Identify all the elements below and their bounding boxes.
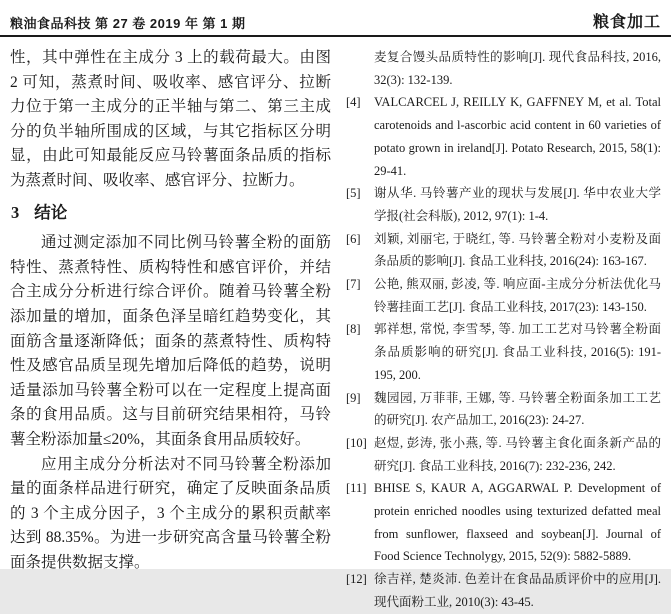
references-column: [346, 46, 661, 614]
reference-marker: [9]: [346, 390, 361, 405]
body-paragraph: 应用主成分分析法对不同马铃薯全粉添加量的面条样品进行研究，确定了反映面条品质的 3 个主成分因子，3 个主成分的累积贡献率达到 88.35%。为进一步研究高含量马铃薯全粉面条提供数据支撑。: [10, 455, 331, 571]
reference-text: BHISE S, KAUR A, AGGARWAL P. Development of protein enriched noodles using texturized defatted meal from sunflower, flaxseed and soybean[J]. Journal of Food Science Technolygy, 2015, 52(9): 5882-5889.: [374, 481, 661, 564]
reference-marker: [7]: [346, 277, 361, 292]
reference-marker: [12]: [346, 572, 367, 587]
reference-item: [346, 228, 661, 273]
reference-text: 魏园园, 万菲菲, 王娜, 等. 马铃薯全粉面条加工工艺的研究[J]. 农产品加工, 2016(23): 24-27.: [374, 390, 661, 428]
reference-text: VALCARCEL J, REILLY K, GAFFNEY M, et al. Total carotenoids and l-ascorbic acid content in 60 varieties of potato grown in ireland[J]. Potato Research, 2015, 58(1): 29-41.: [374, 95, 661, 178]
reference-text: 谢从华. 马铃薯产业的现状与发展[J]. 华中农业大学学报(社会科版), 2012, 97(1): 1-4.: [374, 186, 661, 223]
reference-text: 公艳, 熊双丽, 彭凌, 等. 响应面-主成分分析法优化马铃薯挂面工艺[J]. 食品工业科技, 2017(23): 143-150.: [374, 277, 661, 314]
reference-item: [346, 477, 661, 568]
reference-item: [346, 432, 661, 477]
reference-item: [346, 273, 661, 318]
reference-text: 徐吉祥, 楚炎沛. 色差计在食品品质评价中的应用[J]. 现代面粉工业, 2010(3): 43-45.: [374, 572, 661, 609]
section-number: 3: [11, 202, 20, 222]
reference-marker: [4]: [346, 95, 361, 110]
reference-item: [346, 568, 661, 613]
reference-text: 刘颖, 刘丽宅, 于晓红, 等. 马铃薯全粉对小麦粉及面条品质的影响[J]. 食品工业科技, 2016(24): 163-167.: [374, 231, 661, 269]
reference-marker: [5]: [346, 186, 361, 201]
reference-continuation: 麦复合馒头品质特性的影响[J]. 现代食品科技, 2016, 32(3): 132-139.: [374, 50, 661, 87]
reference-marker: [8]: [346, 322, 361, 337]
reference-text: 赵煜, 彭涛, 张小燕, 等. 马铃薯主食化面条新产品的研究[J]. 食品工业科技, 2016(7): 232-236, 242.: [374, 435, 661, 473]
body-paragraph-continuation: 性，其中弹性在主成分 3 上的载荷最大。由图 2 可知，蒸煮时间、吸收率、感官评分、拉断力位于第一主成分的正半轴与第二、第三主成分的负半轴所围成的区域，与其它指标区分明显，由此可知最能反应马铃薯面条品质的指标为蒸煮时间、吸收率、感官评分、拉断力。: [10, 49, 331, 189]
section-heading-conclusion: [11, 201, 331, 226]
left-column: [10, 46, 331, 614]
section-label: 粮食加工: [592, 14, 661, 31]
reference-item: [346, 182, 661, 227]
reference-marker: [6]: [346, 231, 361, 246]
reference-marker: [10]: [346, 435, 367, 450]
page-header: [0, 0, 671, 37]
reference-item: [346, 318, 661, 386]
two-column-body: [0, 37, 671, 614]
journal-issue-info: 粮油食品科技 第 27 卷 2019 年 第 1 期: [10, 16, 246, 31]
body-paragraph: 通过测定添加不同比例马铃薯全粉的面筋特性、蒸煮特性、质构特性和感官评价，并结合主成分分析进行综合评价。随着马铃薯全粉添加量的增加，面条色泽呈暗红趋势变化，其面筋含量逐渐降低；面条的蒸煮特性、质构特性及感官品质呈现先增加后降低的趋势，说明适量添加马铃薯全粉可以在一定程度上提高面条的食用品质。这与目前研究结果相符，马铃薯全粉添加量≤20%，其面条食用品质较好。: [10, 234, 331, 448]
reference-item: [346, 91, 661, 182]
reference-marker: [11]: [346, 481, 367, 496]
reference-item: [346, 387, 661, 432]
reference-text: 郭祥想, 常悦, 李雪琴, 等. 加工工艺对马铃薯全粉面条品质影响的研究[J]. 食品工业科技, 2016(5): 191-195, 200.: [374, 322, 661, 382]
section-title: 结论: [34, 203, 68, 222]
